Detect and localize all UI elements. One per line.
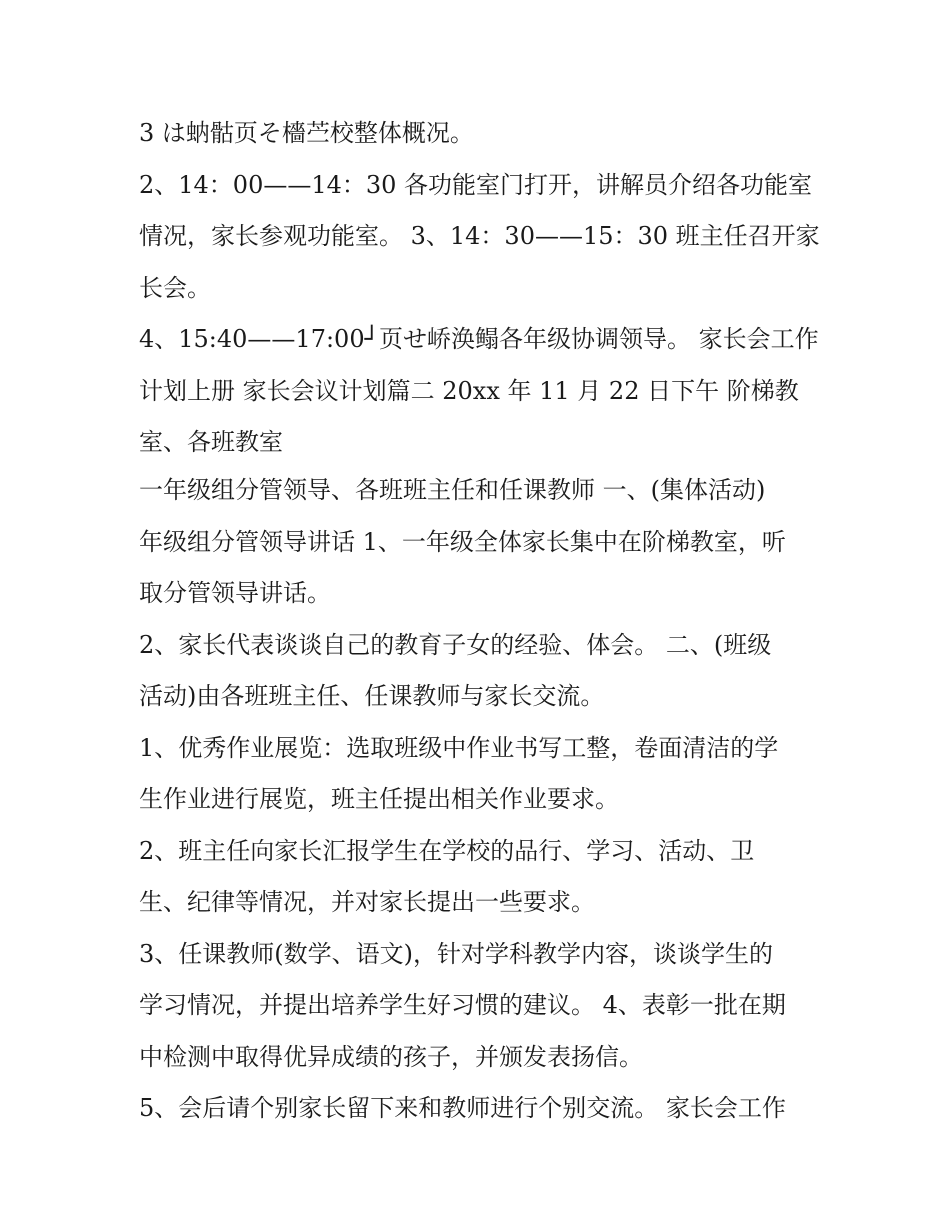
- text-line-19: 中检测中取得优异成绩的孩子，并颁发表扬信。: [139, 1042, 643, 1071]
- text-line-7: 室、各班教室: [139, 428, 283, 456]
- text-line-5: 4、15:40——17:00┘页せ峤涣鳎各年级协调领导。 家长会工作: [139, 325, 819, 353]
- text-line-6: 计划上册 家长会议计划篇二 20xx 年 11 月 22 日下午 阶梯教: [139, 376, 799, 405]
- text-line-4: 长会。: [139, 273, 211, 302]
- text-line-20: 5、会后请个别家长留下来和教师进行个别交流。 家长会工作: [139, 1094, 786, 1122]
- text-line-18: 学习情况，并提出培养学生好习惯的建议。 4、表彰一批在期: [139, 991, 786, 1019]
- text-line-10: 取分管领导讲话。: [139, 579, 331, 607]
- text-line-13: 1、优秀作业展览：选取班级中作业书写工整，卷面清洁的学: [139, 733, 779, 762]
- text-line-17: 3、任课教师(数学、语文)，针对学科教学内容，谈谈学生的: [139, 939, 773, 968]
- text-line-1: 3 は蚋骷页そ檣苎校整体概况。: [139, 119, 474, 147]
- text-line-2: 2、14：00——14：30 各功能室门打开，讲解员介绍各功能室: [139, 170, 813, 199]
- text-line-15: 2、班主任向家长汇报学生在学校的品行、学习、活动、卫: [139, 836, 755, 865]
- text-line-11: 2、家长代表谈谈自己的教育子女的经验、体会。 二、(班级: [139, 630, 772, 659]
- text-line-9: 年级组分管领导讲话 1、一年级全体家长集中在阶梯教室，听: [139, 527, 786, 556]
- text-line-8: 一年级组分管领导、各班班主任和任课教师 一、(集体活动): [139, 476, 766, 504]
- text-line-14: 生作业进行展览，班主任提出相关作业要求。: [139, 785, 619, 813]
- document-body: [139, 108, 819, 1135]
- text-line-12: 活动)由各班班主任、任课教师与家长交流。: [139, 682, 605, 710]
- text-line-3: 情况，家长参观功能室。 3、14：30——15：30 班主任召开家: [139, 222, 820, 250]
- text-line-16: 生、纪律等情况，并对家长提出一些要求。: [139, 888, 595, 916]
